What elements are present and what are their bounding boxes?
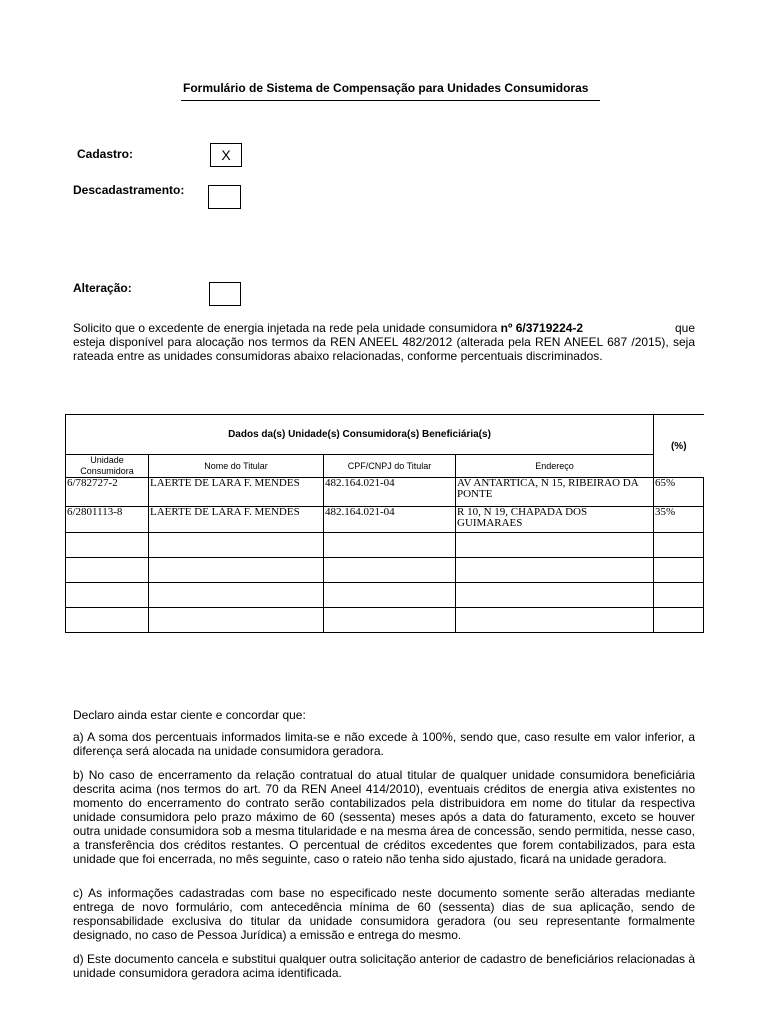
table-row xyxy=(66,478,704,507)
percent-header: (%) xyxy=(654,415,704,478)
descadastramento-label: Descadastramento: xyxy=(73,183,185,197)
cell-endereco[interactable] xyxy=(456,533,654,558)
cell-nome[interactable] xyxy=(149,533,324,558)
cell-cpf[interactable] xyxy=(324,583,456,608)
declaration-item-c: c) As informações cadastradas com base no especificado neste documento somente serão alteradas mediante entrega de novo formulário, com antecedência mínima de 60 (sessenta) dias de sua aplicação, sendo de responsabilidade exclusiva do titular da unidade consumidora geradora (ou seu representante formalmente designado, no caso de Pessoa Jurídica) a emissão e entrega do mesmo. xyxy=(73,886,695,942)
uc-number: nº 6/3719224-2 xyxy=(500,321,584,335)
cell-unidade[interactable] xyxy=(66,608,149,633)
cell-nome[interactable] xyxy=(149,558,324,583)
request-prefix: Solicito que o excedente de energia injetada na rede pela unidade consumidora xyxy=(73,321,498,335)
form-title: Formulário de Sistema de Compensação para Unidades Consumidoras xyxy=(183,81,589,95)
declaration-item-d: d) Este documento cancela e substitui qualquer outra solicitação anterior de cadastro de beneficiários relacionadas à unidade consumidora geradora acima identificada. xyxy=(73,952,695,980)
request-first-line xyxy=(73,321,695,335)
request-rest: esteja disponível para alocação nos termos da REN ANEEL 482/2012 (alterada pela REN ANEEL 687 /2015), seja rateada entre as unidades consumidoras abaixo relacionadas, conforme percentuais discriminados. xyxy=(73,335,695,363)
cell-percent[interactable] xyxy=(654,558,704,583)
cell-cpf[interactable] xyxy=(324,533,456,558)
cell-cpf[interactable]: 482.164.021-04 xyxy=(324,507,456,533)
cell-endereco[interactable]: AV ANTARTICA, N 15, RIBEIRAO DA PONTE xyxy=(456,478,654,507)
alteracao-checkbox[interactable] xyxy=(209,282,241,306)
declaration-item-b: b) No caso de encerramento da relação contratual do atual titular de qualquer unidade consumidora beneficiária descrita acima (nos termos do art. 70 da REN Aneel 414/2010), eventuais créditos de energia ativa existentes no momento do encerramento do contrato serão contabilizados pela distribuidora em nome do titular da respectiva unidade consumidora pelo prazo máximo de 60 (sessenta) meses após a data do faturamento, exceto se houver outra unidade consumidora sob a mesma titularidade e na mesma área de concessão, sendo permitida, nesse caso, a transferência dos créditos restantes. O percentual de créditos excedentes que forem contabilizados, para esta unidade que foi encerrada, no mês seguinte, caso o rateio não tenha sido ajustado, ficará na unidade geradora. xyxy=(73,768,695,866)
alteracao-label: Alteração: xyxy=(73,281,132,295)
descadastramento-checkbox[interactable] xyxy=(208,185,241,209)
cell-unidade[interactable]: 6/782727-2 xyxy=(66,478,149,507)
request-paragraph xyxy=(73,321,695,363)
cell-percent[interactable]: 65% xyxy=(654,478,704,507)
col-header-endereco: Endereço xyxy=(456,455,654,478)
checkbox-mark: X xyxy=(221,147,231,163)
title-underline xyxy=(181,100,600,101)
table-title-row xyxy=(66,415,704,455)
cell-cpf[interactable] xyxy=(324,558,456,583)
cell-endereco[interactable] xyxy=(456,558,654,583)
declaration-intro: Declaro ainda estar ciente e concordar que: xyxy=(73,708,306,722)
table-row xyxy=(66,608,704,633)
beneficiary-table xyxy=(65,414,704,633)
col-header-nome: Nome do Titular xyxy=(149,455,324,478)
table-row xyxy=(66,507,704,533)
cell-nome[interactable] xyxy=(149,583,324,608)
cell-unidade[interactable] xyxy=(66,583,149,608)
cadastro-label: Cadastro: xyxy=(77,147,134,161)
declaration-item-a: a) A soma dos percentuais informados limita-se e não excede à 100%, sendo que, caso resulte em valor inferior, a diferença será alocada na unidade consumidora geradora. xyxy=(73,730,695,758)
cadastro-checkbox[interactable] xyxy=(210,143,242,167)
request-prefix-group xyxy=(73,321,583,335)
cell-unidade[interactable] xyxy=(66,558,149,583)
cell-endereco[interactable] xyxy=(456,608,654,633)
cell-percent[interactable] xyxy=(654,608,704,633)
col-header-unidade: Unidade Consumidora xyxy=(66,455,149,478)
cell-cpf[interactable] xyxy=(324,608,456,633)
cell-percent[interactable] xyxy=(654,533,704,558)
table-header-row xyxy=(66,455,704,478)
cell-unidade[interactable] xyxy=(66,533,149,558)
cell-percent[interactable] xyxy=(654,583,704,608)
cell-unidade[interactable]: 6/2801113-8 xyxy=(66,507,149,533)
cell-cpf[interactable]: 482.164.021-04 xyxy=(324,478,456,507)
cell-endereco[interactable] xyxy=(456,583,654,608)
cell-percent[interactable]: 35% xyxy=(654,507,704,533)
table-title: Dados da(s) Unidade(s) Consumidora(s) Beneficiária(s) xyxy=(66,415,654,455)
cell-nome[interactable]: LAERTE DE LARA F. MENDES xyxy=(149,478,324,507)
cell-nome[interactable]: LAERTE DE LARA F. MENDES xyxy=(149,507,324,533)
table-row xyxy=(66,533,704,558)
cell-endereco[interactable]: R 10, N 19, CHAPADA DOS GUIMARAES xyxy=(456,507,654,533)
table-row xyxy=(66,583,704,608)
col-header-cpf: CPF/CNPJ do Titular xyxy=(324,455,456,478)
cell-nome[interactable] xyxy=(149,608,324,633)
table-row xyxy=(66,558,704,583)
request-que: que xyxy=(674,321,695,335)
